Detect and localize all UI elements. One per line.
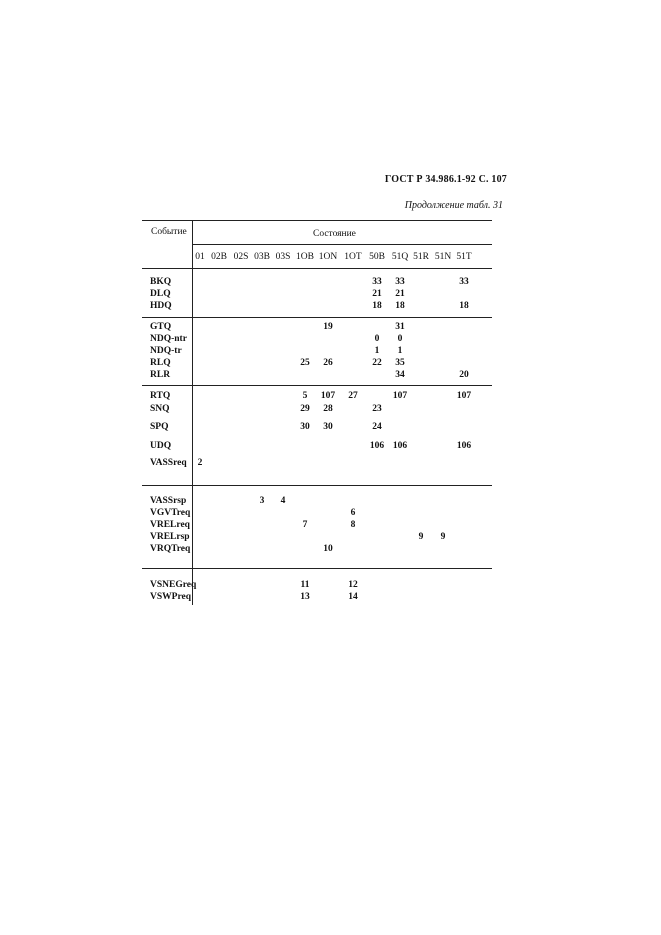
table-cell: 8	[350, 520, 356, 530]
table-cell: 21	[395, 289, 405, 299]
table-cell: 28	[323, 404, 333, 414]
table-cell: 13	[300, 592, 310, 602]
table-cell: 31	[395, 322, 405, 332]
table-cell: 33	[372, 277, 382, 287]
table-cell: 1	[374, 346, 380, 356]
event-label: VRELrsp	[150, 532, 190, 542]
event-label: VRELreq	[150, 520, 190, 530]
table-cell: 33	[459, 277, 469, 287]
group-rule-4	[142, 568, 492, 569]
group-rule-2	[142, 385, 492, 386]
event-label: DLQ	[150, 289, 171, 299]
table-cell: 30	[300, 422, 310, 432]
standard-header: ГОСТ Р 34.986.1-92 С. 107	[384, 174, 507, 185]
table-cell: 4	[280, 496, 286, 506]
state-header-1ob: 1OB	[296, 252, 314, 262]
header-bottom-rule	[142, 268, 492, 269]
table-top-rule	[142, 220, 492, 221]
table-cell: 106	[456, 441, 472, 451]
state-header-51q: 51Q	[391, 252, 409, 262]
table-cell: 0	[397, 334, 403, 344]
event-label: RLR	[150, 370, 171, 380]
table-cell: 106	[369, 441, 385, 451]
event-column-header: Событие	[151, 227, 187, 237]
state-header-02b: 02B	[211, 252, 227, 262]
event-label: SNQ	[150, 404, 170, 414]
table-cell: 29	[300, 404, 310, 414]
event-label: RTQ	[150, 391, 171, 401]
event-label: HDQ	[150, 301, 172, 311]
event-label: VSNEGreq	[150, 580, 197, 590]
state-header-03b: 03B	[254, 252, 270, 262]
table-cell: 23	[372, 404, 382, 414]
table-cell: 33	[395, 277, 405, 287]
state-header-02s: 02S	[233, 252, 249, 262]
table-cell: 11	[300, 580, 310, 590]
table-cell: 18	[372, 301, 382, 311]
state-header-01: 01	[195, 252, 205, 262]
table-cell: 18	[459, 301, 469, 311]
table-cell: 107	[392, 391, 408, 401]
table-continuation-caption: Продолжение табл. 31	[404, 200, 503, 211]
table-cell: 107	[456, 391, 472, 401]
state-header-1on: 1ON	[318, 252, 338, 262]
state-column-header: Состояние	[313, 229, 356, 239]
state-header-50b: 50B	[369, 252, 385, 262]
table-cell: 7	[302, 520, 308, 530]
table-cell: 1	[397, 346, 403, 356]
event-label: NDQ-ntr	[150, 334, 187, 344]
table-cell: 27	[348, 391, 358, 401]
table-cell: 24	[372, 422, 382, 432]
event-label: VGVTreq	[150, 508, 191, 518]
event-label: SPQ	[150, 422, 169, 432]
group-rule-3	[142, 485, 492, 486]
state-header-51t: 51T	[456, 252, 472, 262]
table-cell: 18	[395, 301, 405, 311]
table-cell: 5	[302, 391, 308, 401]
table-cell: 2	[197, 458, 203, 468]
group-rule-1	[142, 317, 492, 318]
table-cell: 3	[259, 496, 265, 506]
table-cell: 9	[418, 532, 424, 542]
table-cell: 21	[372, 289, 382, 299]
event-label: VASSrsp	[150, 496, 187, 506]
table-cell: 19	[323, 322, 333, 332]
event-label: BKQ	[150, 277, 172, 287]
table-cell: 20	[459, 370, 469, 380]
table-cell: 26	[323, 358, 333, 368]
table-cell: 10	[323, 544, 333, 554]
table-cell: 0	[374, 334, 380, 344]
state-header-rule	[192, 244, 492, 245]
event-label: RLQ	[150, 358, 171, 368]
table-cell: 14	[348, 592, 358, 602]
table-cell: 25	[300, 358, 310, 368]
table-cell: 107	[320, 391, 336, 401]
table-cell: 12	[348, 580, 358, 590]
table-cell: 35	[395, 358, 405, 368]
table-cell: 106	[392, 441, 408, 451]
table-cell: 30	[323, 422, 333, 432]
table-cell: 9	[440, 532, 446, 542]
table-cell: 34	[395, 370, 405, 380]
event-label: VASSreq	[150, 458, 187, 468]
state-header-51n: 51N	[434, 252, 452, 262]
event-label: GTQ	[150, 322, 172, 332]
table-cell: 6	[350, 508, 356, 518]
event-label: UDQ	[150, 441, 172, 451]
state-header-03s: 03S	[275, 252, 291, 262]
state-header-51r: 51R	[413, 252, 429, 262]
state-header-1ot: 1OT	[344, 252, 362, 262]
event-label: VRQTreq	[150, 544, 191, 554]
event-column-divider	[192, 220, 193, 605]
event-label: NDQ-tr	[150, 346, 182, 356]
table-cell: 22	[372, 358, 382, 368]
event-label: VSWPreq	[150, 592, 191, 602]
